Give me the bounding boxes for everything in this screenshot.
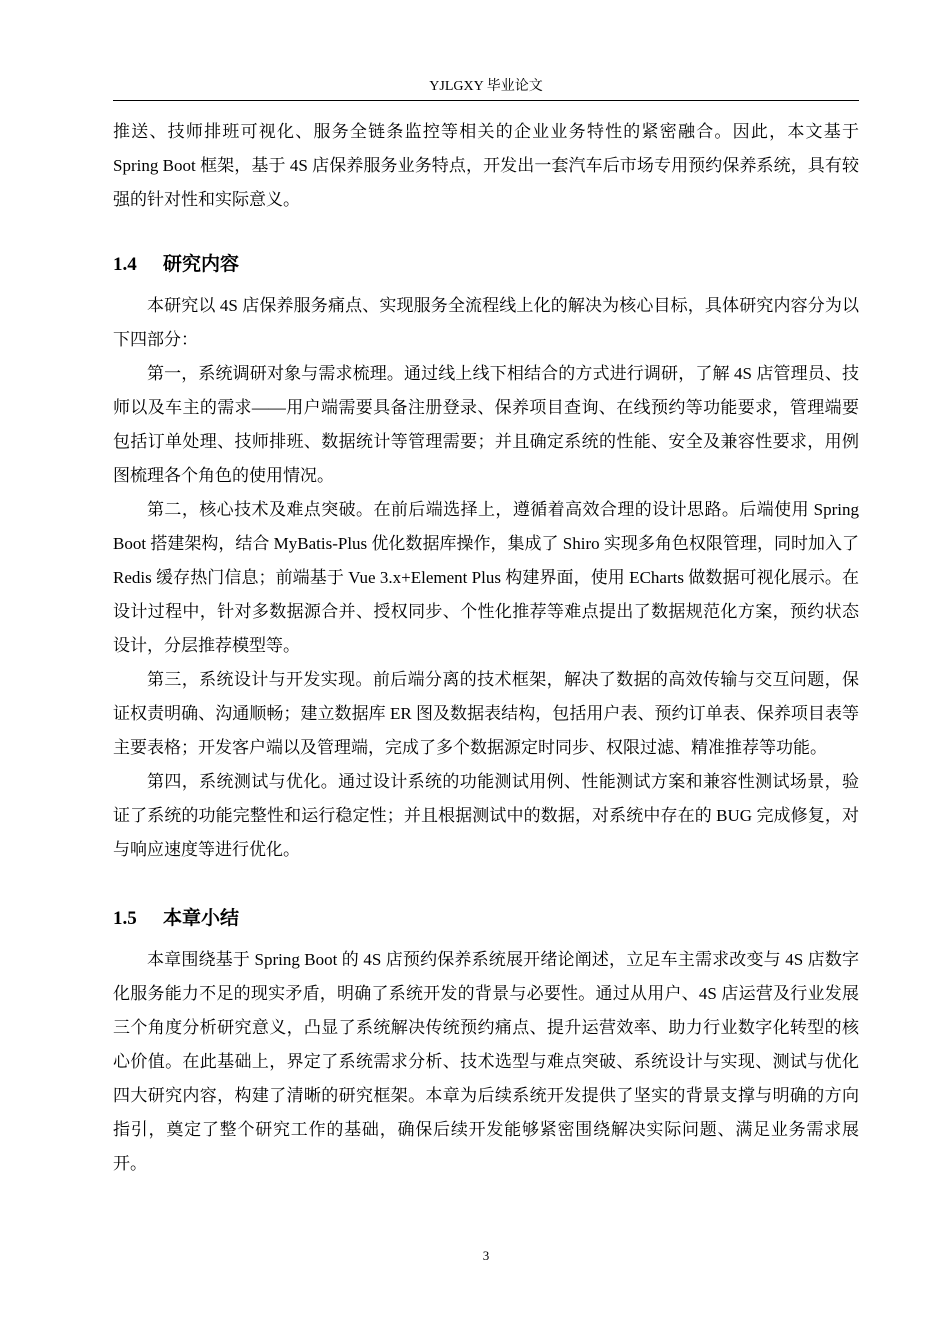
paragraph-research-part-2: 第二，核心技术及难点突破。在前后端选择上，遵循着高效合理的设计思路。后端使用 Spring Boot 搭建架构，结合 MyBatis-Plus 优化数据库操作，集成了 Shiro 实现多角色权限管理，同时加入了 Redis 缓存热门信息；前端基于 Vue 3.x+Element Plus 构建界面，使用 ECharts 做数据可视化展示。在设计过程中，针对多数据源合并、授权同步、个性化推荐等难点提出了数据规范化方案，预约状态设计，分层推荐模型等。 [113,500,859,655]
section-title: 本章小结 [163,907,240,929]
section-number: 1.4 [113,254,137,275]
paragraph-chapter-summary: 本章围绕基于 Spring Boot 的 4S 店预约保养系统展开绪论阐述，立足车主需求改变与 4S 店数字化服务能力不足的现实矛盾，明确了系统开发的背景与必要性。通过从用户、4S 店运营及行业发展三个角度分析研究意义，凸显了系统解决传统预约痛点、提升运营效率、助力行业数字化转型的核心价值。在此基础上，界定了系统需求分析、技术选型与难点突破、系统设计与实现、测试与优化四大研究内容，构建了清晰的研究框架。本章为后续系统开发提供了坚实的背景支撑与明确的方向指引，奠定了整个研究工作的基础，确保后续开发能够紧密围绕解决实际问题、满足业务需求展开。 [113,950,859,1173]
section-heading-1-4 [113,250,859,279]
paragraph-research-part-4: 第四，系统测试与优化。通过设计系统的功能测试用例、性能测试方案和兼容性测试场景，验证了系统的功能完整性和运行稳定性；并且根据测试中的数据，对系统中存在的 BUG 完成修复，对与响应速度等进行优化。 [113,772,859,859]
section-title: 研究内容 [163,253,240,275]
paragraph-continued: 推送、技师排班可视化、服务全链条监控等相关的企业业务特性的紧密融合。因此，本文基于 Spring Boot 框架，基于 4S 店保养服务业务特点，开发出一套汽车后市场专用预约保养系统，具有较强的针对性和实际意义。 [113,122,859,209]
page-number: 3 [482,1248,490,1263]
header-rule [113,100,859,101]
paragraph-research-intro: 本研究以 4S 店保养服务痛点、实现服务全流程线上化的解决为核心目标，具体研究内容分为以下四部分： [113,296,859,349]
running-header: YJLGXY 毕业论文 [429,79,543,94]
section-heading-1-5 [113,904,859,933]
section-number: 1.5 [113,908,137,929]
paragraph-research-part-1: 第一，系统调研对象与需求梳理。通过线上线下相结合的方式进行调研，了解 4S 店管理员、技师以及车主的需求——用户端需要具备注册登录、保养项目查询、在线预约等功能要求，管理端要包括订单处理、技师排班、数据统计等管理需要；并且确定系统的性能、安全及兼容性要求，用例图梳理各个角色的使用情况。 [113,364,859,485]
paragraph-research-part-3: 第三，系统设计与开发实现。前后端分离的技术框架，解决了数据的高效传输与交互问题，保证权责明确、沟通顺畅；建立数据库 ER 图及数据表结构，包括用户表、预约订单表、保养项目表等主要表格；开发客户端以及管理端，完成了多个数据源定时同步、权限过滤、精准推荐等功能。 [113,670,859,757]
